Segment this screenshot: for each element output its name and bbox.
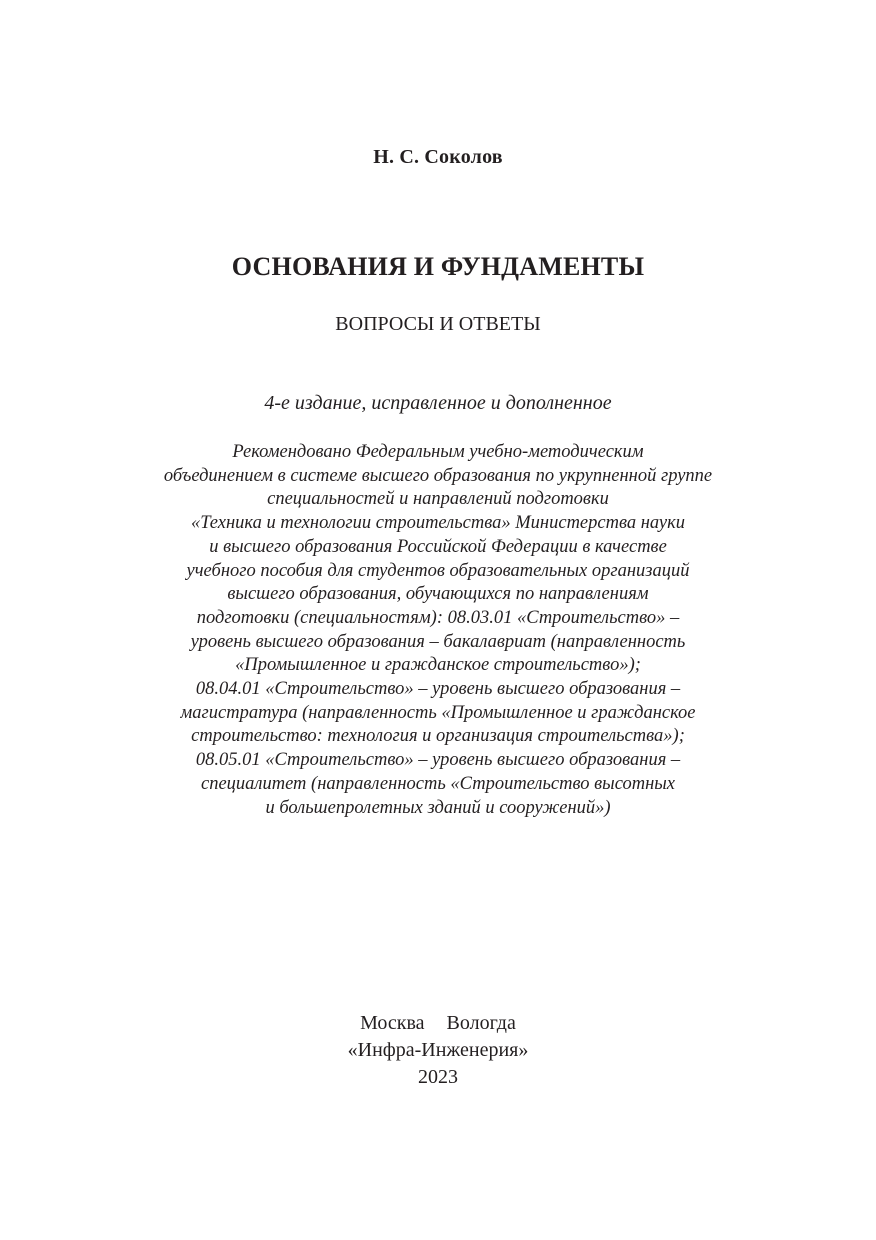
recommendation-line: специальностей и направлений подготовки (267, 489, 609, 510)
recommendation-line: специалитет (направленность «Строительство высотных (200, 773, 675, 794)
imprint-city-vologda: Вологда (446, 1012, 516, 1034)
publisher-name: «Инфра-Инженерия» (347, 1039, 529, 1061)
author-name: Н. С. Соколов (373, 146, 503, 168)
recommendation-line: Рекомендовано Федеральным учебно-методическим (232, 442, 644, 462)
recommendation-line: и большепролетных зданий и сооружений») (265, 797, 611, 818)
recommendation-line: учебного пособия для студентов образовательных организаций (186, 560, 690, 581)
recommendation-line: подготовки (специальностям): 08.03.01 «Строительство» – (196, 607, 680, 628)
recommendation-line: 08.04.01 «Строительство» – уровень высшего образования – (195, 679, 681, 700)
recommendation-line: магистратура (направленность «Промышленное и гражданское (180, 702, 696, 723)
edition-note: 4-е издание, исправленное и дополненное (264, 392, 612, 414)
imprint-city-moscow: Москва (360, 1012, 425, 1034)
imprint-block (0, 1010, 876, 1091)
imprint-cities (0, 1010, 876, 1037)
recommendation-line: «Техника и технологии строительства» Министерства науки (190, 513, 686, 534)
recommendation-line: «Промышленное и гражданское строительство»); (235, 655, 641, 676)
recommendation-line: уровень высшего образования – бакалавриат (направленность (190, 631, 686, 652)
recommendation-line: и высшего образования Российской Федерации в качестве (209, 536, 667, 557)
recommendation-line: 08.05.01 «Строительство» – уровень высшего образования – (195, 750, 681, 771)
publication-year: 2023 (418, 1066, 458, 1088)
book-subtitle: ВОПРОСЫ И ОТВЕТЫ (335, 313, 541, 335)
recommendation-line: строительство: технология и организация строительства»); (191, 726, 685, 747)
book-title: ОСНОВАНИЯ И ФУНДАМЕНТЫ (231, 252, 645, 281)
recommendation-line: высшего образования, обучающихся по направлениям (227, 584, 649, 605)
recommendation-block (100, 441, 776, 820)
recommendation-line: объединением в системе высшего образования по укрупненной группе (163, 465, 713, 486)
